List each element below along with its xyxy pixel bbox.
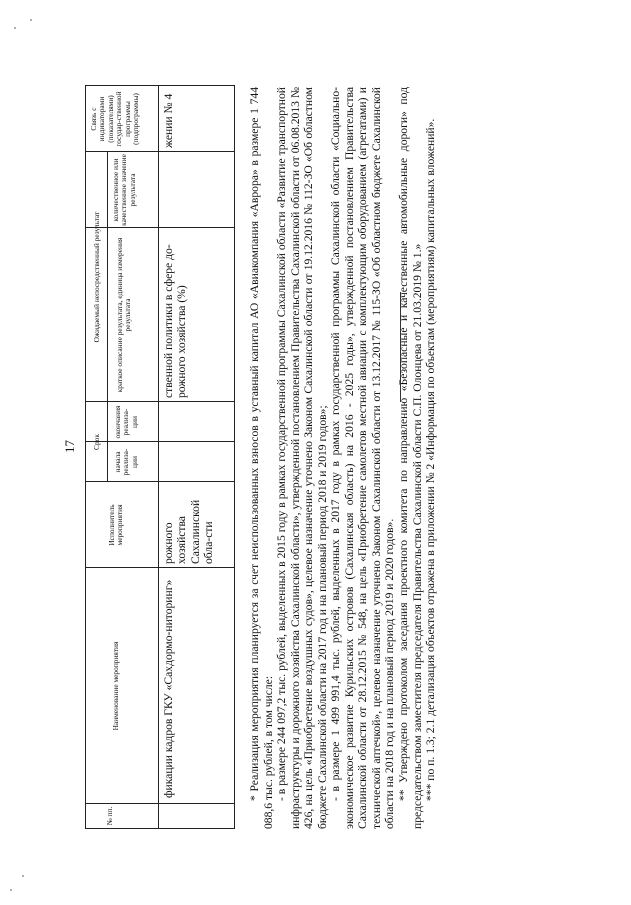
header-term: Срок [92,434,101,450]
header-quantitative-value: количественное или качественное значение результата [111,154,137,226]
separator-line [400,292,401,402]
row-result-description: ственной политики в сфере до-рожного хозяйства (%) [162,244,189,398]
row-indicator-link: жении № 4 [162,93,175,148]
header-indicator-link: Связь с индикаторами (показателями) государ-ственной программы (подпрограммы) [89,91,141,147]
header-expected-result: Ожидаемый непосредственный результат [92,211,101,343]
footnote-1-item-1: - в размере 244 097,2 тыс. рублей, выделенных в 2015 году в рамках государственной программы Сахалинской области «Развитие транспортной инфраструктуры и дорожного хозяйства Сахалинской области», утвержденной постановлением Правительства Сахалинской области от 06.08.2013 № 426, на цель «Приобретение воздушных судов», целевое назначение уточнено Законом Сахалинской области от 19.12.2016 № 112-ЗО «Об областном бюджете Сахалинской области на 2017 год и на плановый период 2018 и 2019 годов»; [275,87,329,829]
scan-speck [10,889,12,891]
footnote-3: *** по п. 1.3; 2.1 детализация объектов отражена в приложении № 2 «Информация по объектам (мероприятиям) капитальных вложений». [424,118,438,801]
row-measure-name: фикации кадров ГКУ «Сахдормо-ниторинг» [162,579,175,798]
footnote-1: * Реализация мероприятия планируется за счет неиспользованных взносов в уставный капитал АО «Авиакомпания «Аврора» в размере 1 744 088,6 тыс. рублей, в том числе: [248,87,275,829]
header-term-start: начала реализа-ции [113,448,139,476]
scan-speck [14,27,16,29]
scan-speck [22,875,24,877]
footnote-2: ** Утверждено протоколом заседания проектного комитета по направлению «Безопасные и качественные автомобильные дороги» под председательством заместителя председателя Правительства Сахалинской области С.П. Олонцева от 21.03.2019 № 1.» [397,87,424,829]
footnote-1-item-2: - в размере 1 499 991,4 тыс. рублей, выделенных в 2017 году в рамках государственной программы Сахалинской области «Социально-экономическое развитие Курильских островов (Сахалинская область) на 2016 - 2025 годы», утвержденной постановлением Правительства Сахалинской области от 28.12.2015 № 548, на цель «Приобретение самолетов местной авиации с комплектующим оборудованием (агрегатами) и технической аптечкой», целевое назначение уточнено Законом Сахалинской области от 13.12.2017 № 115-ЗО «Об областном бюджете Сахалинской области на 2018 год и на плановый период 2019 и 2020 годов». [329,87,397,829]
header-term-end: окончания реализа-ции [113,405,139,439]
measures-table [85,85,235,829]
row-executor: рожного хозяйства Сахалинской обла-сти [162,499,216,564]
footnotes [248,87,438,829]
header-name: Наименование мероприятия [111,641,120,731]
header-brief-description: краткое описание результата, единица измерения результата [115,237,133,393]
header-num: № пп. [105,806,114,826]
page-number: 17 [62,440,77,453]
header-executor: Исполнитель мероприятия [107,504,125,546]
scan-speck [30,19,32,21]
